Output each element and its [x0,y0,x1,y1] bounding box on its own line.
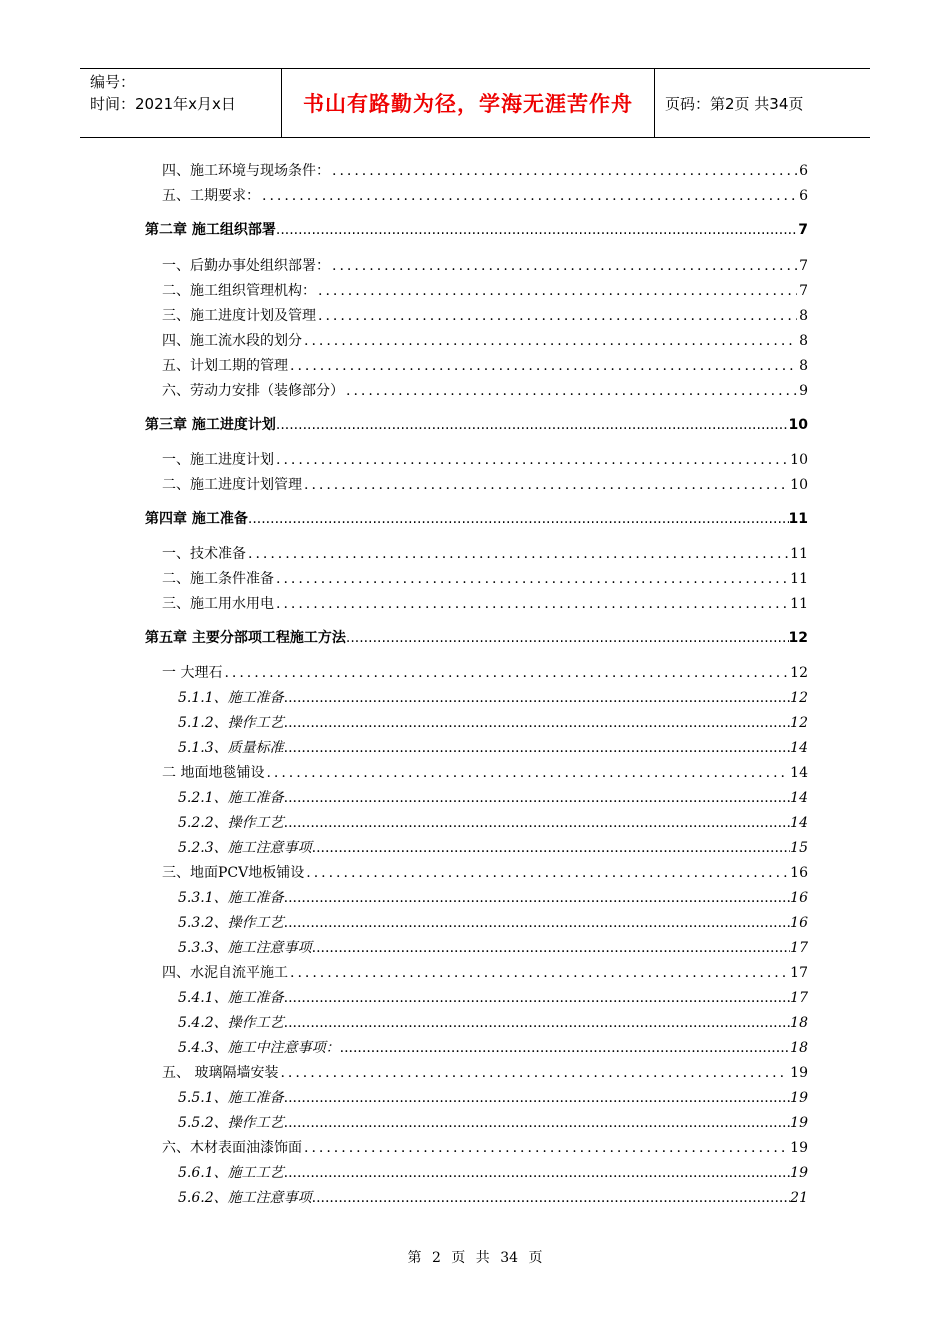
toc-section[interactable] [162,474,808,494]
toc-section-title: 五、 玻璃隔墙安装 [162,1065,279,1081]
toc-subsection-page: 12 [790,715,808,731]
toc-subsection-page: 19 [790,1165,808,1181]
toc-section-title: 四、水泥自流平施工 [162,965,288,981]
dot-leader [276,596,788,612]
toc-section[interactable] [162,185,808,205]
dot-leader [276,571,788,587]
dot-leader [340,1040,791,1056]
toc-subsection[interactable] [178,787,808,807]
toc-subsection-title: 5.5.2、操作工艺 [178,1115,284,1131]
toc-section-page: 7 [799,258,808,274]
toc-subsection[interactable] [178,737,808,757]
toc-section-title: 一、施工进度计划 [162,452,274,468]
toc-subsection-page: 16 [790,890,808,906]
toc-chapter-page: 7 [798,222,808,238]
toc-section-title: 四、施工流水段的划分 [162,333,302,349]
toc-subsection-page: 17 [790,940,808,956]
toc-subsection-title: 5.5.1、施工准备 [178,1090,284,1106]
dot-leader [290,965,788,981]
toc-subsection-title: 5.4.2、操作工艺 [178,1015,284,1031]
toc-subsection-page: 15 [790,840,808,856]
toc-chapter-title: 第三章 施工进度计划 [145,417,276,433]
toc-section-page: 10 [790,452,808,468]
toc-section[interactable] [162,1062,808,1082]
toc-section-title: 二、施工进度计划管理 [162,477,302,493]
toc-chapter[interactable] [145,219,808,239]
toc-subsection-page: 14 [790,815,808,831]
header-motto-cell [282,69,655,137]
toc-chapter[interactable] [145,627,808,647]
toc-section-title: 四、施工环境与现场条件： [162,163,330,179]
toc-section[interactable] [162,280,808,300]
toc-section[interactable] [162,355,808,375]
page-header [80,68,870,138]
toc-section-page: 16 [790,865,808,881]
toc-section[interactable] [162,662,808,682]
dot-leader [284,790,791,806]
toc-subsection-page: 21 [790,1190,808,1206]
toc-section-title: 三、地面PCV地板铺设 [162,865,305,881]
toc-subsection[interactable] [178,837,808,857]
toc-section-page: 11 [790,596,808,612]
dot-leader [306,865,788,881]
toc-section-title: 三、施工进度计划及管理 [162,308,316,324]
toc-section-title: 一、后勤办事处组织部署： [162,258,330,274]
dot-leader [248,511,789,527]
toc-subsection-title: 5.3.1、施工准备 [178,890,284,906]
toc-section-title: 六、劳动力安排（装修部分） [162,383,344,399]
toc-section[interactable] [162,962,808,982]
toc-subsection[interactable] [178,1037,808,1057]
toc-subsection-page: 18 [790,1040,808,1056]
toc-chapter-title: 第四章 施工准备 [145,511,248,527]
dot-leader [284,815,791,831]
toc-subsection-title: 5.1.3、质量标准 [178,740,284,756]
toc-section[interactable] [162,330,808,350]
dot-leader [346,383,797,399]
toc-section-title: 二、施工条件准备 [162,571,274,587]
dot-leader [284,1165,791,1181]
toc-section[interactable] [162,543,808,563]
toc-subsection-page: 18 [790,1015,808,1031]
toc-section-page: 6 [799,188,808,204]
toc-section-title: 五、计划工期的管理 [162,358,288,374]
dot-leader [284,890,791,906]
toc-subsection-page: 12 [790,690,808,706]
toc-section-title: 二、施工组织管理机构： [162,283,316,299]
dot-leader [312,940,791,956]
toc-section[interactable] [162,255,808,275]
toc-section-title: 三、施工用水用电 [162,596,274,612]
dot-leader [284,715,791,731]
toc-section-title: 一 大理石 [162,665,223,681]
toc-section-page: 8 [799,308,808,324]
toc-subsection[interactable] [178,987,808,1007]
toc-section[interactable] [162,160,808,180]
toc-subsection-page: 19 [790,1090,808,1106]
toc-section[interactable] [162,762,808,782]
dot-leader [304,333,797,349]
toc-section[interactable] [162,1137,808,1157]
dot-leader [266,765,788,781]
toc-subsection[interactable] [178,887,808,907]
toc-section-page: 14 [790,765,808,781]
dot-leader [312,1190,791,1206]
toc-section-page: 8 [799,358,808,374]
header-meta [80,69,282,137]
dot-leader [304,1140,788,1156]
toc-subsection[interactable] [178,1162,808,1182]
toc-section-title: 一、技术准备 [162,546,246,562]
dot-leader [332,163,797,179]
dot-leader [284,740,791,756]
toc-subsection-page: 14 [790,790,808,806]
toc-subsection-title: 5.3.3、施工注意事项 [178,940,312,956]
document-number-label: 编号： [90,73,136,91]
toc-subsection-title: 5.4.1、施工准备 [178,990,284,1006]
toc-subsection-title: 5.2.2、操作工艺 [178,815,284,831]
toc-section-page: 9 [799,383,808,399]
toc-subsection-page: 14 [790,740,808,756]
dot-leader [332,258,797,274]
toc-chapter[interactable] [145,508,808,528]
dot-leader [284,1090,791,1106]
toc-subsection-title: 5.6.2、施工注意事项 [178,1190,312,1206]
toc-section-page: 10 [790,477,808,493]
toc-subsection[interactable] [178,1012,808,1032]
toc-chapter-title: 第五章 主要分部项工程施工方法 [145,630,346,646]
toc-subsection-title: 5.1.2、操作工艺 [178,715,284,731]
dot-leader [284,1115,791,1131]
toc-section[interactable] [162,568,808,588]
toc-subsection-title: 5.4.3、施工中注意事项： [178,1040,340,1056]
dot-leader [290,358,797,374]
toc-chapter[interactable] [145,414,808,434]
dot-leader [224,665,788,681]
toc-section-title: 六、木材表面油漆饰面 [162,1140,302,1156]
toc-subsection[interactable] [178,912,808,932]
dot-leader [262,188,797,204]
toc-section[interactable] [162,449,808,469]
dot-leader [304,477,788,493]
toc-chapter-page: 11 [788,511,808,527]
header-motto: 书山有路勤为径，学海无涯苦作舟 [303,91,633,116]
toc-section-page: 19 [790,1140,808,1156]
toc-chapter-page: 12 [788,630,808,646]
dot-leader [276,222,798,238]
page-footer [0,1247,950,1267]
toc-subsection[interactable] [178,687,808,707]
toc-subsection-page: 16 [790,915,808,931]
toc-subsection[interactable] [178,937,808,957]
dot-leader [280,1065,788,1081]
toc-chapter-page: 10 [788,417,808,433]
dot-leader [276,417,789,433]
toc-subsection-title: 5.1.1、施工准备 [178,690,284,706]
toc-subsection[interactable] [178,1087,808,1107]
toc-subsection-page: 19 [790,1115,808,1131]
toc-chapter-title: 第二章 施工组织部署 [145,222,276,238]
footer-page-number: 第 2 页 共 34 页 [407,1250,543,1266]
toc-section-page: 12 [790,665,808,681]
toc-section[interactable] [162,593,808,613]
toc-section-page: 11 [790,571,808,587]
toc-section[interactable] [162,305,808,325]
toc-section-page: 6 [799,163,808,179]
toc-subsection[interactable] [178,712,808,732]
header-page-info: 页码：第2页 共34页 [665,94,804,113]
dot-leader [284,690,791,706]
toc-section-page: 19 [790,1065,808,1081]
dot-leader [346,630,789,646]
toc-subsection-page: 17 [790,990,808,1006]
dot-leader [312,840,791,856]
toc-subsection[interactable] [178,1112,808,1132]
toc-subsection[interactable] [178,812,808,832]
document-time-label: 时间：2021年x月x日 [90,95,236,113]
dot-leader [284,990,791,1006]
dot-leader [276,452,788,468]
toc-subsection-title: 5.2.1、施工准备 [178,790,284,806]
toc-section-page: 7 [799,283,808,299]
toc-section[interactable] [162,380,808,400]
toc-section-title: 二 地面地毯铺设 [162,765,265,781]
toc-section[interactable] [162,862,808,882]
dot-leader [284,1015,791,1031]
toc-section-page: 8 [799,333,808,349]
toc-section-page: 17 [790,965,808,981]
dot-leader [318,283,797,299]
dot-leader [284,915,791,931]
toc-section-page: 11 [790,546,808,562]
toc-subsection[interactable] [178,1187,808,1207]
dot-leader [318,308,797,324]
dot-leader [248,546,788,562]
toc-subsection-title: 5.6.1、施工工艺 [178,1165,284,1181]
toc-section-title: 五、工期要求： [162,188,260,204]
toc-subsection-title: 5.2.3、施工注意事项 [178,840,312,856]
toc-subsection-title: 5.3.2、操作工艺 [178,915,284,931]
